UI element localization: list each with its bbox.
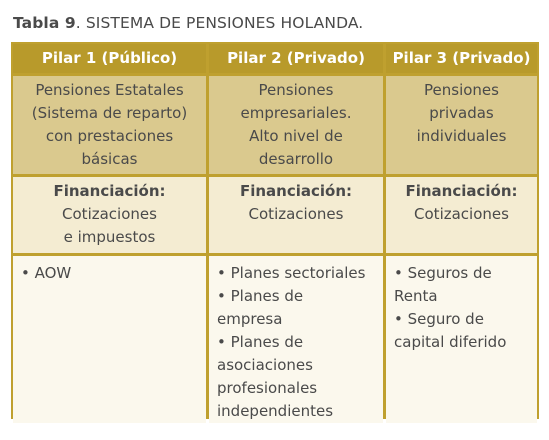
financing-cell-pilar-3 [386, 177, 537, 253]
column-header-pilar-1: Pilar 1 (Público) [13, 44, 206, 73]
items-cell-pilar-2 [209, 256, 383, 423]
description-cell-pilar-3 [386, 76, 537, 174]
pension-table [11, 42, 539, 419]
description-cell-pilar-2 [209, 76, 383, 174]
financing-title: Financiación: [239, 182, 353, 200]
list-item: • Planes de asociaciones profesionales independientes [217, 333, 334, 420]
financing-title: Financiación: [405, 182, 518, 200]
items-cell-pilar-3 [386, 256, 537, 423]
financing-text: Cotizaciones [248, 205, 344, 223]
financing-title: Financiación: [53, 182, 166, 200]
items-cell-pilar-1 [13, 256, 206, 423]
list-item: • AOW [21, 264, 72, 282]
column-header-pilar-2: Pilar 2 (Privado) [209, 44, 383, 73]
list-item: • Seguros de Renta [394, 264, 492, 305]
column-header-pilar-3: Pilar 3 (Privado) [386, 44, 537, 73]
financing-text: Cotizaciones e impuestos [62, 205, 157, 246]
financing-text: Cotizaciones [414, 205, 509, 223]
financing-cell-pilar-2 [209, 177, 383, 253]
list-item: • Planes sectoriales [217, 264, 366, 282]
description-text: Pensiones Estatales (Sistema de reparto) con prestaciones básicas [31, 81, 188, 168]
table-caption [13, 14, 363, 32]
description-text: Pensiones privadas individuales [416, 81, 507, 145]
list-item: • Seguro de capital diferido [394, 310, 507, 351]
description-cell-pilar-1 [13, 76, 206, 174]
list-item: • Planes de empresa [217, 287, 304, 328]
description-text: Pensiones empresariales. Alto nivel de desarrollo [240, 81, 352, 168]
table-caption-label: Tabla 9 [13, 14, 76, 32]
financing-cell-pilar-1 [13, 177, 206, 253]
table-caption-text: . SISTEMA DE PENSIONES HOLANDA. [75, 14, 364, 32]
